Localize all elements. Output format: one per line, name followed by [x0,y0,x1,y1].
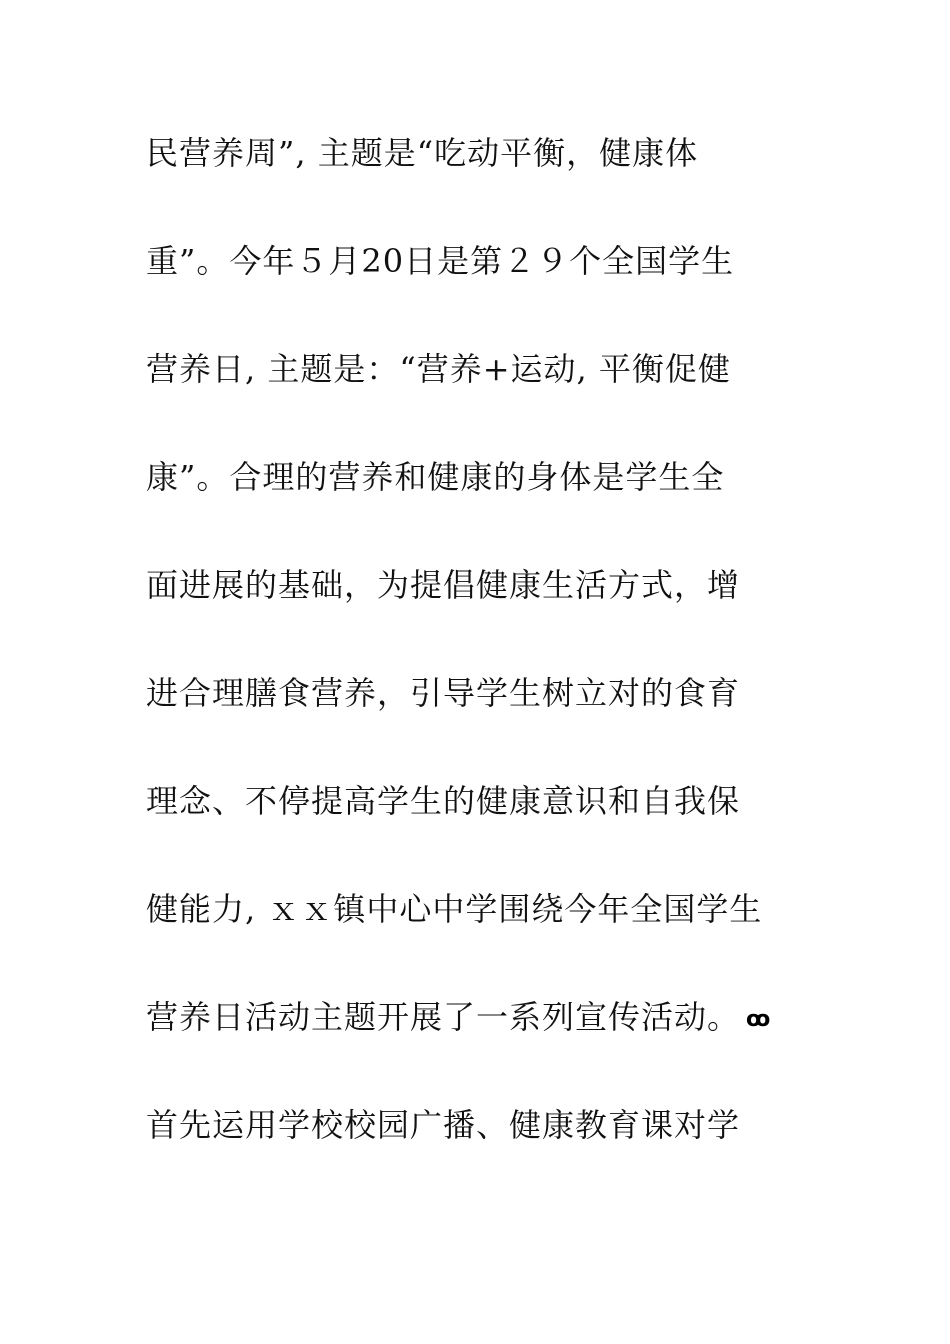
text-line: 面进展的基础，为提倡健康生活方式，增 [146,566,741,604]
text-line: 重”。今年５月20日是第２９个全国学生 [146,242,735,280]
document-body [146,126,826,1206]
text-line: 首先运用学校校园广播、健康教育课对学 [146,1106,741,1144]
text-line-with-mark [146,990,826,1044]
text-line: 进合理膳食营养，引导学生树立对的食育 [146,674,741,712]
text-line: 民营养周”, 主题是“吃动平衡，健康体 [146,134,699,172]
text-line: 营养日活动主题开展了一系列宣传活动。 [146,998,741,1036]
paragraph-mark-icon: ꚙ [746,1006,772,1032]
text-line: 理念、不停提高学生的健康意识和自我保 [146,782,741,820]
text-line: 健能力, ｘｘ镇中心中学围绕今年全国学生 [146,890,763,928]
text-line: 营养日, 主题是：“营养+运动, 平衡促健 [146,350,731,388]
text-line: 康”。合理的营养和健康的身体是学生全 [146,458,725,496]
